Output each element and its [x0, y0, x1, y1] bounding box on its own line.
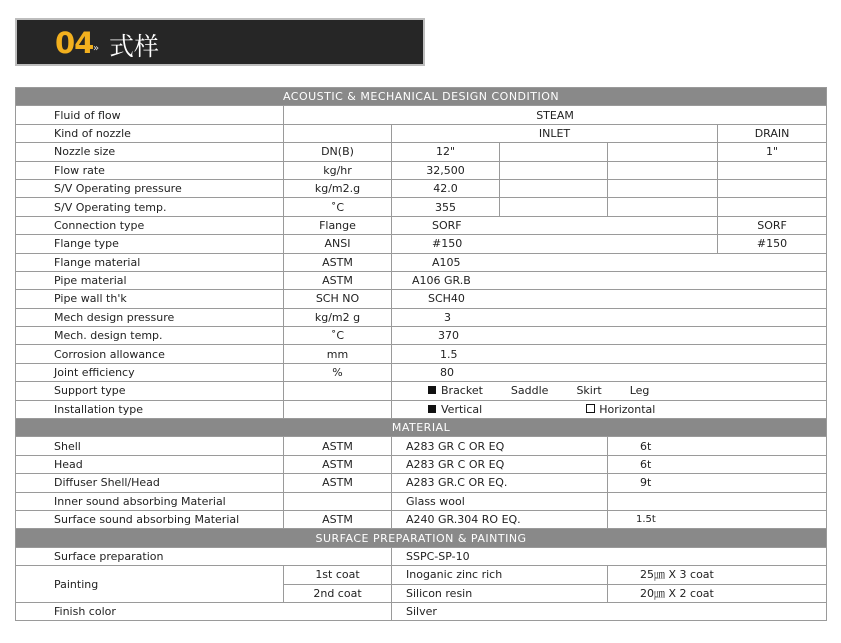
row-label: Connection type	[16, 216, 284, 234]
cell-value: SORF	[718, 216, 827, 234]
cell-value: 1"	[718, 143, 827, 161]
section-header-material: MATERIAL	[16, 419, 827, 437]
table-row	[16, 492, 827, 510]
support-option-saddle: Saddle	[510, 384, 549, 398]
cell-empty	[284, 382, 392, 400]
row-label: Flange material	[16, 253, 284, 271]
cell-unit: DN(B)	[284, 143, 392, 161]
table-row	[16, 198, 827, 216]
checked-box-icon	[428, 386, 436, 394]
row-label: Pipe material	[16, 271, 284, 289]
table-row	[16, 271, 827, 289]
section-header-acoustic: ACOUSTIC & MECHANICAL DESIGN CONDITION	[16, 88, 827, 106]
row-label: Nozzle size	[16, 143, 284, 161]
cell-unit: SCH NO	[284, 290, 392, 308]
cell-coat: 2nd coat	[284, 584, 392, 602]
cell-unit: ASTM	[284, 474, 392, 492]
cell-unit: ASTM	[284, 437, 392, 455]
cell-unit: kg/m2.g	[284, 179, 392, 197]
row-label: Flange type	[16, 235, 284, 253]
cell-value: 370	[392, 327, 827, 345]
table-row	[16, 382, 827, 400]
table-row	[16, 124, 827, 142]
cell-value: Inoganic zinc rich	[392, 566, 608, 584]
table-row	[16, 400, 827, 418]
table-row	[16, 106, 827, 124]
table-row	[16, 308, 827, 326]
table-row	[16, 161, 827, 179]
cell-empty	[608, 161, 718, 179]
table-row	[16, 566, 827, 584]
row-label: Surface preparation	[16, 547, 392, 565]
table-row	[16, 474, 827, 492]
cell-unit: ˚C	[284, 327, 392, 345]
row-label: Painting	[16, 566, 284, 603]
cell-value: INLET	[392, 124, 718, 142]
cell-value: 1.5	[392, 345, 827, 363]
cell-value: DRAIN	[718, 124, 827, 142]
row-label: Support type	[16, 382, 284, 400]
cell-spec: 20㎛ X 2 coat	[608, 584, 827, 602]
cell-unit: mm	[284, 345, 392, 363]
table-row	[16, 345, 827, 363]
row-label: Inner sound absorbing Material	[16, 492, 284, 510]
cell-empty	[718, 161, 827, 179]
installation-options	[392, 400, 827, 418]
row-label: Fluid of flow	[16, 106, 284, 124]
row-label: Surface sound absorbing Material	[16, 510, 284, 528]
row-label: Kind of nozzle	[16, 124, 284, 142]
table-row	[16, 437, 827, 455]
cell-unit: %	[284, 363, 392, 381]
cell-unit	[284, 492, 392, 510]
cell-value: 355	[392, 198, 500, 216]
cell-value: 80	[392, 363, 827, 381]
cell-value: Silicon resin	[392, 584, 608, 602]
spec-table	[15, 87, 827, 621]
row-label: Corrosion allowance	[16, 345, 284, 363]
row-label: Joint efficiency	[16, 363, 284, 381]
cell-unit: ˚C	[284, 198, 392, 216]
cell-empty	[284, 400, 392, 418]
support-option-bracket: Bracket	[428, 382, 483, 399]
table-row	[16, 363, 827, 381]
cell-thickness	[608, 492, 827, 510]
cell-value: STEAM	[284, 106, 827, 124]
cell-empty	[500, 198, 608, 216]
cell-value: Glass wool	[392, 492, 608, 510]
cell-spec: 25㎛ X 3 coat	[608, 566, 827, 584]
cell-value: 12"	[392, 143, 500, 161]
row-label: Mech. design temp.	[16, 327, 284, 345]
chevron-icon: »	[93, 43, 100, 54]
row-label: Finish color	[16, 602, 392, 620]
table-row	[16, 179, 827, 197]
table-row	[16, 547, 827, 565]
cell-thickness: 1.5t	[608, 510, 827, 528]
table-row	[16, 602, 827, 620]
cell-value: 32,500	[392, 161, 500, 179]
table-row	[16, 510, 827, 528]
section-number: 04	[55, 26, 94, 60]
cell-value: A240 GR.304 RO EQ.	[392, 510, 608, 528]
cell-value: #150	[392, 235, 718, 253]
cell-thickness: 6t	[608, 437, 827, 455]
cell-value: A106 GR.B	[392, 271, 827, 289]
page-header	[15, 18, 425, 66]
table-row	[16, 235, 827, 253]
table-row	[16, 143, 827, 161]
cell-unit: Flange	[284, 216, 392, 234]
cell-value: SSPC-SP-10	[392, 547, 827, 565]
row-label: S/V Operating temp.	[16, 198, 284, 216]
cell-empty	[608, 143, 718, 161]
cell-unit: ASTM	[284, 510, 392, 528]
cell-thickness: 6t	[608, 455, 827, 473]
cell-coat: 1st coat	[284, 566, 392, 584]
cell-empty	[718, 198, 827, 216]
support-options	[392, 382, 827, 400]
cell-value: #150	[718, 235, 827, 253]
row-label: Flow rate	[16, 161, 284, 179]
table-row	[16, 327, 827, 345]
checked-box-icon	[428, 405, 436, 413]
cell-unit: ASTM	[284, 455, 392, 473]
cell-value: Silver	[392, 602, 827, 620]
support-option-skirt: Skirt	[576, 384, 602, 398]
table-row	[16, 253, 827, 271]
cell-thickness: 9t	[608, 474, 827, 492]
row-label: Pipe wall th'k	[16, 290, 284, 308]
cell-unit: ASTM	[284, 271, 392, 289]
row-label: S/V Operating pressure	[16, 179, 284, 197]
cell-value: A105	[392, 253, 827, 271]
unchecked-box-icon	[586, 404, 595, 413]
cell-value: SCH40	[392, 290, 827, 308]
row-label: Installation type	[16, 400, 284, 418]
cell-unit: kg/hr	[284, 161, 392, 179]
cell-value: 42.0	[392, 179, 500, 197]
cell-unit: ANSI	[284, 235, 392, 253]
row-label: Mech design pressure	[16, 308, 284, 326]
installation-option-horizontal: Horizontal	[586, 401, 655, 418]
cell-empty	[608, 198, 718, 216]
section-header-surface: SURFACE PREPARATION & PAINTING	[16, 529, 827, 547]
row-label: Head	[16, 455, 284, 473]
cell-empty	[718, 179, 827, 197]
cell-value: A283 GR C OR EQ	[392, 437, 608, 455]
row-label: Diffuser Shell/Head	[16, 474, 284, 492]
installation-option-vertical: Vertical	[428, 401, 482, 418]
table-row	[16, 216, 827, 234]
cell-value: SORF	[392, 216, 718, 234]
cell-value: 3	[392, 308, 827, 326]
table-row	[16, 290, 827, 308]
table-row	[16, 455, 827, 473]
cell-empty	[500, 161, 608, 179]
cell-value: A283 GR C OR EQ	[392, 455, 608, 473]
page-title: 式样	[109, 32, 160, 61]
cell-unit: ASTM	[284, 253, 392, 271]
cell-empty	[500, 143, 608, 161]
row-label: Shell	[16, 437, 284, 455]
cell-unit: kg/m2 g	[284, 308, 392, 326]
cell-empty	[284, 124, 392, 142]
support-option-leg: Leg	[629, 384, 650, 398]
cell-empty	[500, 179, 608, 197]
cell-value: A283 GR.C OR EQ.	[392, 474, 608, 492]
cell-empty	[608, 179, 718, 197]
